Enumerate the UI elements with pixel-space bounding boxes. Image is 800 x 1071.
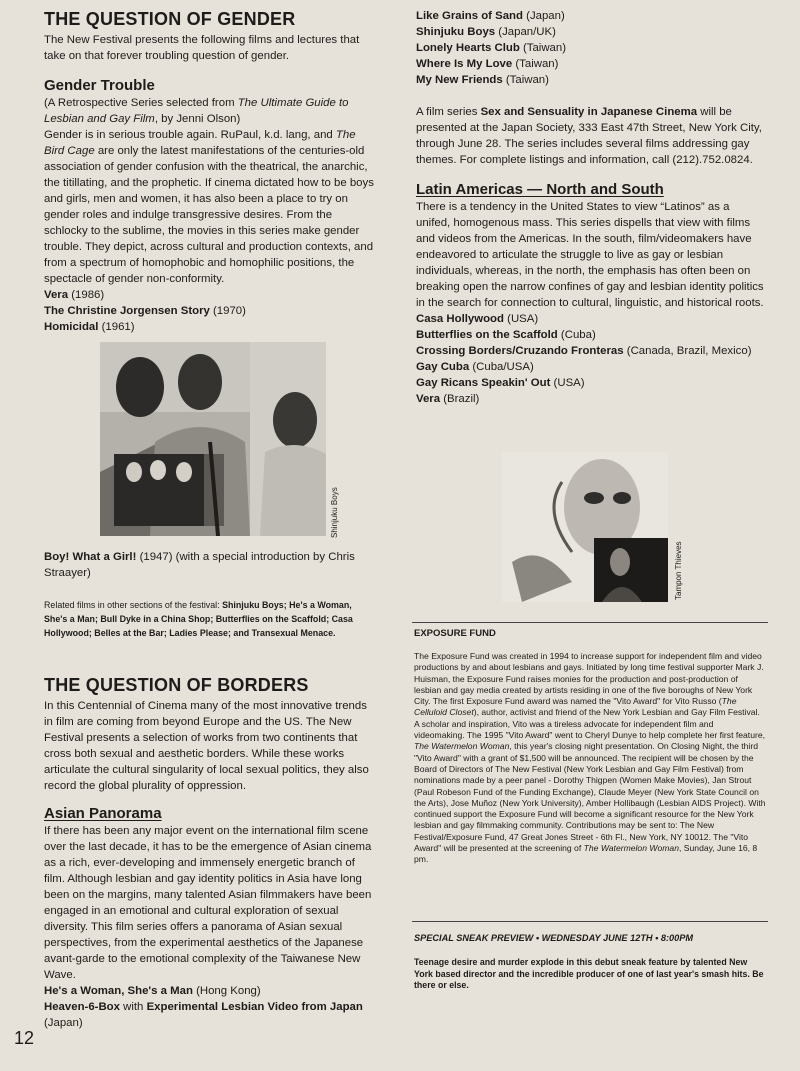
- gender-intro: The New Festival presents the following films and lectures that take on that forever troubling question of gender.: [44, 34, 360, 62]
- film-item: Homicidal (1961): [44, 321, 135, 333]
- divider-line: [412, 921, 768, 922]
- film-item: Shinjuku Boys (Japan/UK): [416, 26, 556, 38]
- section-title-borders: THE QUESTION OF BORDERS: [44, 675, 309, 695]
- photo-caption-shinjuku: Shinjuku Boys: [330, 487, 339, 538]
- photo-illustration: [100, 342, 326, 536]
- sneak-preview-heading: SPECIAL SNEAK PREVIEW • WEDNESDAY JUNE 12TH • 8:00PM: [414, 933, 694, 943]
- latin-film-list: [416, 311, 766, 407]
- related-films-note: Related films in other sections of the festival: Shinjuku Boys; He's a Woman, She's a Man; Bull Dyke in a China Shop; Butterflies on the Scaffold; Casa Hollywood; Belles at the Bar; Ladies Please; and Transexual Menace.: [44, 600, 353, 638]
- film-item: Vera (1986): [44, 289, 105, 301]
- film-item: Gay Ricans Speakin' Out (USA): [416, 377, 585, 389]
- film-item: Heaven-6-Box with Experimental Lesbian Video from Japan (Japan): [44, 1001, 363, 1029]
- film-item: Vera (Brazil): [416, 393, 480, 405]
- boy-what-a-girl: Boy! What a Girl! (1947) (with a special introduction by Chris Straayer): [44, 551, 355, 579]
- latin-americas-body: There is a tendency in the United States to view “Latinos” as a unifed, homogenous mass. This series dispells that view with films and videos from the Americas. In the south, film/videomakers have endeavored to articulate the struggle to live as gay or lesbian individuals, whereas, in the north, the emphasis has often been on breaking open the narrow confines of gay and lesbian identity politics in the search for connection to cultural, linguistic, and historical roots.: [416, 201, 764, 309]
- exposure-fund-heading: EXPOSURE FUND: [414, 628, 496, 639]
- section-title-gender: THE QUESTION OF GENDER: [44, 9, 296, 29]
- gender-trouble-subtitle: (A Retrospective Series selected from The Ultimate Guide to Lesbian and Gay Film, by Jenni Olson): [44, 97, 349, 125]
- tampon-thieves-photo: [502, 452, 668, 602]
- film-item: Lonely Hearts Club (Taiwan): [416, 42, 567, 54]
- shinjuku-boys-photo: [100, 342, 326, 536]
- gender-trouble-film-list: [44, 287, 374, 335]
- right-column: [416, 8, 766, 407]
- photo-caption-tampon: Tampon Thieves: [674, 541, 683, 600]
- photo-illustration: [502, 452, 668, 602]
- sneak-preview-body: Teenage desire and murder explode in this debut sneak feature by talented New York based director and the incredible producer of one of last year's smash hits. Be there or else.: [414, 957, 764, 990]
- borders-section: [44, 674, 376, 1031]
- gender-trouble-heading: Gender Trouble: [44, 77, 155, 94]
- latin-americas-heading: Latin Americas — North and South: [416, 181, 664, 198]
- japan-society-note: A film series Sex and Sensuality in Japanese Cinema will be presented at the Japan Society, 333 East 47th Street, New York City, through June 28. The series includes several films addressing gay themes. For complete listings and information, call (212).752.0824.: [416, 106, 762, 166]
- borders-intro: In this Centennial of Cinema many of the most innovative trends in film are coming from beyond Europe and the US. The New Festival presents a selection of works from two continents that cross both sexual and aesthetic borders. While these works articulate the cultural singularity of local sexual politics, they also record the global plurality of oppression.: [44, 700, 369, 792]
- film-item: Like Grains of Sand (Japan): [416, 10, 565, 22]
- divider-line: [412, 622, 768, 623]
- exposure-fund-body: The Exposure Fund was created in 1994 to increase support for independent film and video productions by and about lesbians and gays. Initiated by long time festival supporter Mark J. Huisman, the Exposure Fund raises monies for the production and post-production of lesbian and gay media created by artists residing in one of the five boroughs of New York City. The first Exposure Fund award was named the "Vito Award" for Vito Russo (The Celluloid Closet), author, activist and friend of the New York Lesbian and Gay Film Festival. A scholar and inspiration, Vito was a tireless advocate for independent film and videomaking. The 1995 "Vito Award" went to Cheryl Dunye to help complete her first feature, The Watermelon Woman, this year's closing night presentation. On Closing Night, the third "Vito Award" with a grant of $1,500 will be announced. The recipient will be chosen by the Board of Directors of The New Festival (New York Lesbian and Gay Film Festival) from nominations made by a peer panel - Dorothy Thigpen (Women Make Movies), Jan Strout (Paul Robeson Fund of the Funding Exchange), Claude Meyer (New York State Council on the Arts), Jose Muñoz (New York University), Amber Hollibaugh (Lesbian AIDS Project). With continued support the Exposure Fund will become a significant resource for the New York lesbian and gay filmmaking community. Contributions may be sent to: The New Festival/Exposure Fund, 47 Great Jones Street - 6th Fl., New York, NY 10012. The "Vito Award" will be presented at the screening of The Watermelon Woman, Sunday, June 16, 8 pm.: [414, 651, 766, 865]
- film-item: Butterflies on the Scaffold (Cuba): [416, 329, 596, 341]
- gender-trouble-body: Gender is in serious trouble again. RuPaul, k.d. lang, and The Bird Cage are only the latest manifestations of the centuries-old association of gender confusion with the theatrical, the anarchic, the titillating, and the prophetic. If cinema dictated how to be boys and girls, men and women, it has also been a place to try on gender roles and indulge transgressive desires. From the schlocky to the sublime, the movies in this series make gender trouble. They depict, across cultural and production contexts, and from a spectrum of homophobic and homophilic positions, the spectacle of gender non-conformity.: [44, 129, 374, 285]
- asian-panorama-body: If there has been any major event on the international film scene over the last decade, it has to be the emergence of Asian cinema as a rich, ever-developing and immensely energetic branch of film. Although lesbian and gay identity politics in Asia have long been on the margins, many talented Asian filmmakers have been engaged in an emotional and cultural exploration of sexual diversity. This film series offers a panorama of Asian sexual perspectives, from the experimental aesthetics of the Japanese avant-garde to the emotional complexity of the Taiwanese New Wave.: [44, 825, 372, 981]
- film-item: My New Friends (Taiwan): [416, 74, 549, 86]
- asian-film-list-continued: [416, 8, 766, 88]
- page-number: 12: [14, 1028, 35, 1048]
- film-item: Casa Hollywood (USA): [416, 313, 539, 325]
- film-item: The Christine Jorgensen Story (1970): [44, 305, 246, 317]
- asian-panorama-heading: Asian Panorama: [44, 805, 162, 822]
- film-item: Where Is My Love (Taiwan): [416, 58, 559, 70]
- left-column: [44, 8, 374, 335]
- film-item: Gay Cuba (Cuba/USA): [416, 361, 534, 373]
- film-item: He's a Woman, She's a Man (Hong Kong): [44, 985, 261, 997]
- film-item: Crossing Borders/Cruzando Fronteras (Canada, Brazil, Mexico): [416, 345, 752, 357]
